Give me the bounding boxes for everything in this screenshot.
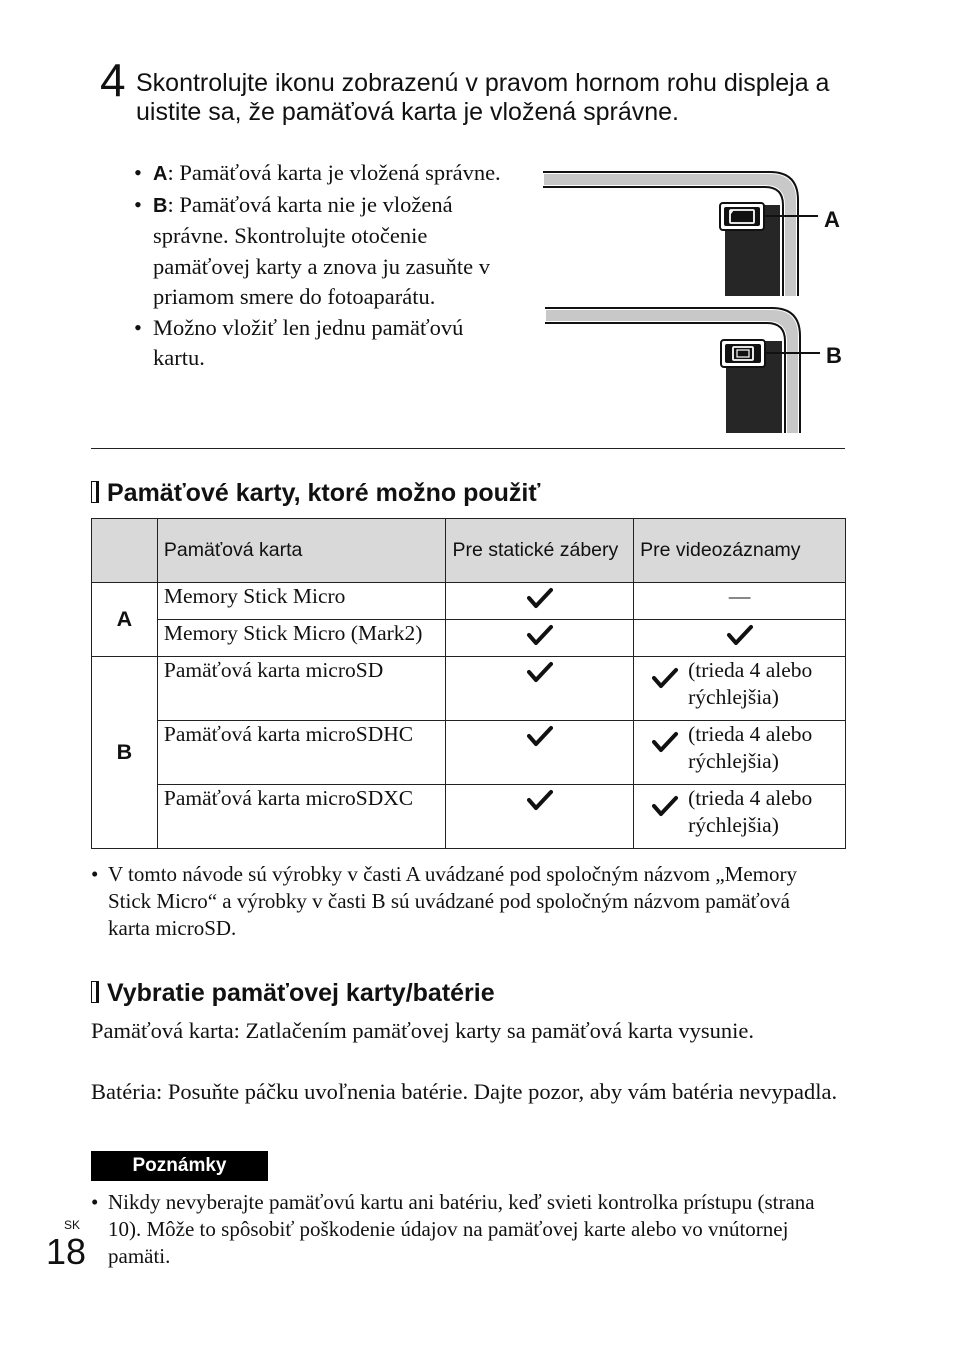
table-row <box>92 721 846 785</box>
section-title: Pamäťové karty, ktoré možno použiť <box>107 479 541 507</box>
group-label: A <box>92 583 158 657</box>
card-name: Pamäťová karta microSD <box>157 657 446 721</box>
table-header-row <box>92 519 846 583</box>
table-row <box>92 657 846 721</box>
bullet-dot: • <box>134 191 142 217</box>
still-support <box>446 785 634 849</box>
battery-removal-text: Batéria: Posuňte páčku uvoľnenia batérie. Dajte pozor, aby vám batéria nevypadla. <box>91 1079 838 1104</box>
video-note: (trieda 4 alebo rýchlejšia) <box>688 786 813 837</box>
header-cell: Pre statické zábery <box>446 519 634 583</box>
check-icon <box>652 667 678 689</box>
bullet-dot: • <box>134 160 142 185</box>
memory-card-table <box>91 518 846 849</box>
video-support <box>634 721 846 785</box>
check-icon <box>527 661 553 683</box>
table-row <box>92 583 846 620</box>
video-note: (trieda 4 alebo rýchlejšia) <box>688 658 813 709</box>
notes-badge: Poznámky <box>91 1151 268 1181</box>
label-a: A <box>824 207 840 232</box>
card-name: Pamäťová karta microSDHC <box>157 721 446 785</box>
header-cell: Pamäťová karta <box>157 519 446 583</box>
check-icon <box>652 795 678 817</box>
step-instruction: Skontrolujte ikonu zobrazenú v pravom hornom rohu displeja a uistite sa, že pamäťová karta je vložená správne. <box>136 69 830 126</box>
card-name: Memory Stick Micro (Mark2) <box>157 620 446 657</box>
bullet-label: B <box>153 194 168 217</box>
bullet-a <box>134 158 519 190</box>
bullet-dot: • <box>134 314 142 340</box>
card-name: Memory Stick Micro <box>157 583 446 620</box>
video-support <box>634 785 846 849</box>
section-heading-cards <box>91 478 540 508</box>
section-divider <box>91 448 845 449</box>
header-cell: Pre videozáznamy <box>634 519 846 583</box>
card-name: Pamäťová karta microSDXC <box>157 785 446 849</box>
bullet-dot: • <box>91 1190 99 1214</box>
group-label: B <box>92 657 158 849</box>
language-code: SK <box>64 1218 81 1232</box>
notes-item <box>91 1189 831 1270</box>
section-title: Vybratie pamäťovej karty/batérie <box>107 979 495 1007</box>
step-number: 4 <box>100 54 126 106</box>
section-heading-removal <box>91 978 495 1008</box>
heading-marker <box>91 481 99 503</box>
still-support <box>446 721 634 785</box>
bullet-dot: • <box>91 862 99 886</box>
video-support <box>634 620 846 657</box>
table-footnote <box>91 861 831 942</box>
check-icon <box>527 624 553 646</box>
check-icon <box>727 624 753 646</box>
bullet-text: : Pamäťová karta je vložená správne. <box>167 160 501 185</box>
footnote-text: V tomto návode sú výrobky v časti A uvádzané pod spoločným názvom „Memory Stick Micro“ a výrobky v časti B sú uvádzané pod spoločným názvom pamäťová karta microSD. <box>108 862 797 940</box>
page-number: 18 <box>46 1231 87 1272</box>
bullet-b <box>134 190 519 313</box>
still-support <box>446 583 634 620</box>
heading-marker <box>91 981 99 1003</box>
bullet-single-card <box>134 313 519 374</box>
video-note: (trieda 4 alebo rýchlejšia) <box>688 722 813 773</box>
bullet-label: A <box>153 163 168 185</box>
step-bullet-list <box>134 158 519 374</box>
label-b: B <box>826 343 842 368</box>
card-removal-text: Pamäťová karta: Zatlačením pamäťovej karty sa pamäťová karta vysunie. <box>91 1018 754 1043</box>
table-row <box>92 620 846 657</box>
screen-corner-a <box>543 172 818 296</box>
bullet-text: Možno vložiť len jednu pamäťovú kartu. <box>153 314 464 370</box>
card-icon-illustration <box>540 165 850 440</box>
still-support <box>446 620 634 657</box>
bullet-text: : Pamäťová karta nie je vložená správne. Skontrolujte otočenie pamäťovej karty a znova ju zasuňte v priamom smere do fotoaparátu. <box>153 191 490 309</box>
video-support: — <box>634 583 846 620</box>
video-support <box>634 657 846 721</box>
header-cell <box>92 519 158 583</box>
table-row <box>92 785 846 849</box>
check-icon <box>527 789 553 811</box>
check-icon <box>527 587 553 609</box>
still-support <box>446 657 634 721</box>
notes-text: Nikdy nevyberajte pamäťovú kartu ani batériu, keď svieti kontrolka prístupu (strana 10). Môže to spôsobiť poškodenie údajov na pamäťovej karte alebo vo vnútornej pamäti. <box>108 1190 815 1268</box>
check-icon <box>652 731 678 753</box>
check-icon <box>527 725 553 747</box>
screen-corner-b <box>545 308 820 433</box>
